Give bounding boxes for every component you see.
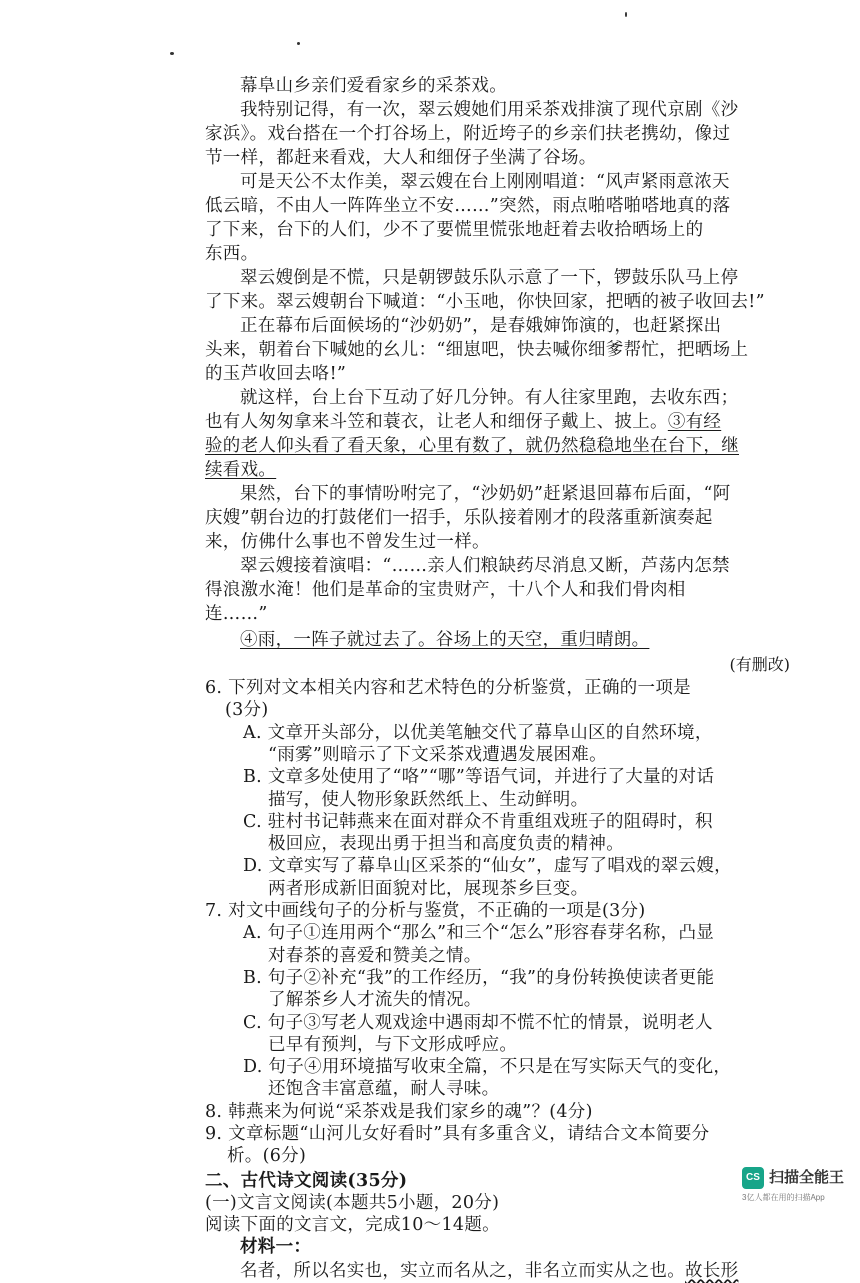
material-line xyxy=(240,1259,738,1283)
option-6b-cont: 描写，使人物形象跃然纸上、生动鲜明。 xyxy=(268,789,589,810)
passage-line: 了下来。翠云嫂朝台下喊道：“小玉吔，你快回家，把晒的被子收回去!” xyxy=(205,292,765,312)
watermark-tagline: 3亿人都在用的扫描App xyxy=(742,1193,825,1202)
passage-line: 家浜》。戏台搭在一个打谷场上，附近垮子的乡亲们扶老携幼，像过 xyxy=(205,124,731,144)
passage-line: 正在幕布后面候场的“沙奶奶”，是春娥婶饰演的，也赶紧探出 xyxy=(240,316,722,336)
passage-line: 节一样，都赶来看戏，大人和细伢子坐满了谷场。 xyxy=(205,148,597,168)
section-heading: 二、古代诗文阅读(35分) xyxy=(205,1170,408,1191)
question-6: 6. 下列对文本相关内容和艺术特色的分析鉴赏，正确的一项是 xyxy=(205,678,691,698)
option-7a-cont: 对春茶的喜爱和赞美之情。 xyxy=(268,945,482,966)
subsection-heading: (一)文言文阅读(本题共5小题，20分) xyxy=(205,1192,500,1213)
question-6-score: (3分) xyxy=(225,700,269,721)
material-label: 材料一： xyxy=(240,1236,312,1257)
option-7a: A. 句子①连用两个“那么”和三个“怎么”形容春芽名称，凸显 xyxy=(243,923,715,944)
question-9: 9. 文章标题“山河儿女好看时”具有多重含义，请结合文本简要分 xyxy=(205,1124,710,1144)
passage-line: 庆嫂”朝台边的打鼓佬们一招手，乐队接着刚才的段落重新演奏起 xyxy=(205,508,713,528)
passage-line: 来，仿佛什么事也不曾发生过一样。 xyxy=(205,532,490,552)
option-7d-cont: 还饱含丰富意蕴，耐人寻味。 xyxy=(268,1079,500,1100)
passage-line: 我特别记得，有一次，翠云嫂她们用采茶戏排演了现代京剧《沙 xyxy=(240,100,739,120)
underlined-sentence-3: ③有经 xyxy=(667,412,722,432)
option-7b: B. 句子②补充“我”的工作经历，“我”的身份转换使读者更能 xyxy=(243,967,715,988)
option-6d-cont: 两者形成新旧面貌对比，展现茶乡巨变。 xyxy=(268,878,589,899)
passage-line: 东西。 xyxy=(205,244,259,264)
section-instruction: 阅读下面的文言文，完成10～14题。 xyxy=(205,1214,500,1235)
option-6c-cont: 极回应，表现出勇于担当和高度负责的精神。 xyxy=(268,834,624,855)
material-text: 名者，所以名实也，实立而名从之，非名立而实从之也。 xyxy=(240,1260,685,1281)
passage-line: 就这样，台上台下互动了好几分钟。有人往家里跑，去收东西； xyxy=(240,388,739,408)
option-7d: D. 句子④用环境描写收束全篇，不只是在写实际天气的变化， xyxy=(243,1057,732,1078)
passage-line: 翠云嫂接着演唱：“……亲人们粮缺药尽消息又断，芦荡内怎禁 xyxy=(240,556,730,576)
scanner-watermark xyxy=(742,1167,845,1207)
scan-speck xyxy=(625,12,627,17)
passage-line: 得浪激水淹！他们是革命的宝贵财产，十八个人和我们骨肉相 xyxy=(205,580,686,600)
watermark-name: 扫描全能王 xyxy=(769,1169,845,1186)
passage-line: 果然，台下的事情吩咐完了，“沙奶奶”赶紧退回幕布后面，“阿 xyxy=(240,484,731,504)
passage-line: 连……” xyxy=(205,604,268,624)
passage-line: 低云暗，不由人一阵阵坐立不安……”突然，雨点啪嗒啪嗒地真的落 xyxy=(205,196,731,216)
question-8: 8. 韩燕来为何说“采茶戏是我们家乡的魂”？(4分) xyxy=(205,1101,593,1122)
option-7b-cont: 了解茶乡人才流失的情况。 xyxy=(268,990,482,1011)
passage-line: 可是天公不太作美，翠云嫂在台上刚刚唱道：“风声紧雨意浓天 xyxy=(240,172,730,192)
option-6b: B. 文章多处使用了“咯”“哪”等语气词，并进行了大量的对话 xyxy=(243,767,715,788)
passage-line xyxy=(205,410,721,434)
option-7c: C. 句子③写老人观戏途中遇雨却不慌不忙的情景，说明老人 xyxy=(243,1012,713,1033)
passage-line: 了下来，台下的人们，少不了要慌里慌张地赶着去收拾晒场上的 xyxy=(205,220,704,240)
scan-speck xyxy=(170,52,174,55)
option-6a-cont: “雨雾”则暗示了下文采茶戏遭遇发展困难。 xyxy=(268,744,607,765)
underlined-sentence-3-end: 续看戏。 xyxy=(205,460,277,480)
passage-line: 头来，朝着台下喊她的幺儿：“细崽吧，快去喊你细爹帮忙，把晒场上 xyxy=(205,340,749,360)
scan-speck xyxy=(297,42,300,45)
option-7c-cont: 已早有预判，与下文形成呼应。 xyxy=(268,1034,518,1055)
option-6c: C. 驻村书记韩燕来在面对群众不肯重组戏班子的阻碍时，积 xyxy=(243,811,713,832)
material-wavy-underline: 故长形 xyxy=(685,1260,739,1281)
passage-line: 翠云嫂倒是不慌，只是朝锣鼓乐队示意了一下，锣鼓乐队马上停 xyxy=(240,268,739,288)
passage-line: 幕阜山乡亲们爱看家乡的采茶戏。 xyxy=(240,76,507,96)
option-6a: A. 文章开头部分，以优美笔触交代了幕阜山区的自然环境， xyxy=(243,722,713,743)
edit-note: (有删改) xyxy=(729,655,790,674)
cs-logo-icon: CS xyxy=(742,1167,764,1189)
underlined-sentence-4: ④雨，一阵子就过去了。谷场上的天空，重归晴朗。 xyxy=(240,630,650,650)
passage-text: 也有人匆匆拿来斗笠和蓑衣，让老人和细伢子戴上、披上。 xyxy=(205,412,668,432)
option-6d: D. 文章实写了幕阜山区采茶的“仙女”，虚写了唱戏的翠云嫂， xyxy=(243,856,732,877)
passage-line: 的玉芦收回去咯!” xyxy=(205,364,347,384)
question-9-cont: 析。(6分) xyxy=(227,1146,307,1167)
underlined-sentence-3-cont: 验的老人仰头看了看天象，心里有数了，就仍然稳稳地坐在台下，继 xyxy=(205,436,739,456)
question-7: 7. 对文中画线句子的分析与鉴赏，不正确的一项是(3分) xyxy=(205,901,646,921)
